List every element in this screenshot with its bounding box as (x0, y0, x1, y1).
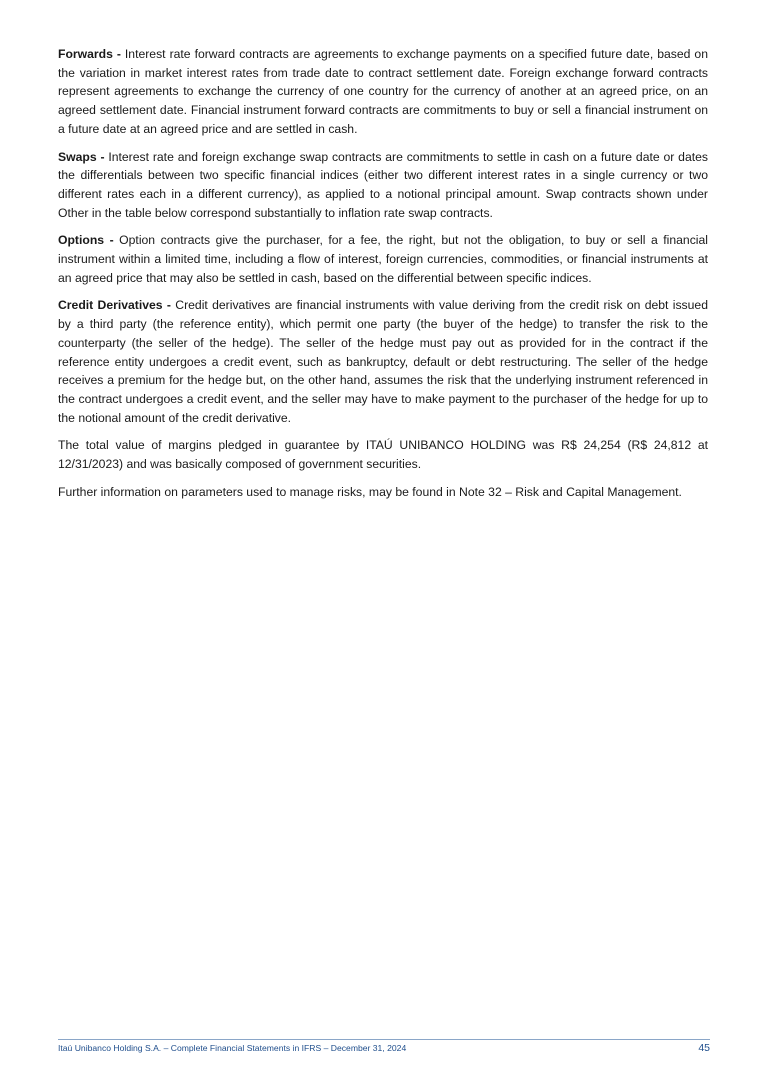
forwards-paragraph (58, 45, 708, 139)
swaps-term: Swaps - (58, 149, 105, 164)
swaps-paragraph (58, 148, 708, 223)
forwards-text: Interest rate forward contracts are agreements to exchange payments on a specified future date, based on the variation in market interest rates from trade date to contract settlement date. Foreign exchange forward contracts represent agreements to exchange the currency of one country for the currency of another at an agreed price, on an agreed settlement date. Financial instrument forward contracts are commitments to buy or sell a financial instrument on a future date at an agreed price and are settled in cash. (58, 47, 708, 136)
document-body (58, 45, 708, 510)
page-number: 45 (698, 1042, 710, 1054)
credit-derivatives-text: Credit derivatives are financial instruments with value deriving from the credit risk on debt issued by a third party (the reference entity), which permit one party (the buyer of the hedge) to transfer the risk to the counterparty (the seller of the hedge). The seller of the hedge must pay out as provided for in the contract if the reference entity undergoes a credit event, such as bankruptcy, default or debt restructuring. The seller of the hedge receives a premium for the hedge but, on the other hand, assumes the risk that the underlying instrument referenced in the contract undergoes a credit event, and the seller may have to make payment to the purchaser of the hedge for up to the notional amount of the credit derivative. (58, 298, 708, 425)
margins-paragraph: The total value of margins pledged in guarantee by ITAÚ UNIBANCO HOLDING was R$ 24,254 (R$ 24,812 at 12/31/2023) and was basically composed of government securities. (58, 438, 708, 472)
footer-divider (58, 1039, 710, 1040)
credit-derivatives-paragraph (58, 296, 708, 427)
footer-document-title: Itaú Unibanco Holding S.A. – Complete Financial Statements in IFRS – December 31, 2024 (58, 1043, 407, 1053)
swaps-text: Interest rate and foreign exchange swap contracts are commitments to settle in cash on a future date or dates the differentials between two specific financial indices (either two different interest rates in a single currency or two different rates each in a different currency), as applied to a notional principal amount. Swap contracts shown under Other in the table below correspond substantially to inflation rate swap contracts. (58, 149, 708, 220)
options-text: Option contracts give the purchaser, for a fee, the right, but not the obligation, to buy or sell a financial instrument within a limited time, including a flow of interest, foreign currencies, commodities, or financial instruments at an agreed price that may also be settled in cash, based on the differential between specific indices. (58, 233, 708, 285)
options-term: Options - (58, 233, 114, 248)
options-paragraph (58, 231, 708, 287)
forwards-term: Forwards - (58, 47, 121, 61)
further-info-paragraph: Further information on parameters used to manage risks, may be found in Note 32 – Risk and Capital Management. (58, 484, 682, 499)
credit-derivatives-term: Credit Derivatives - (58, 298, 171, 313)
